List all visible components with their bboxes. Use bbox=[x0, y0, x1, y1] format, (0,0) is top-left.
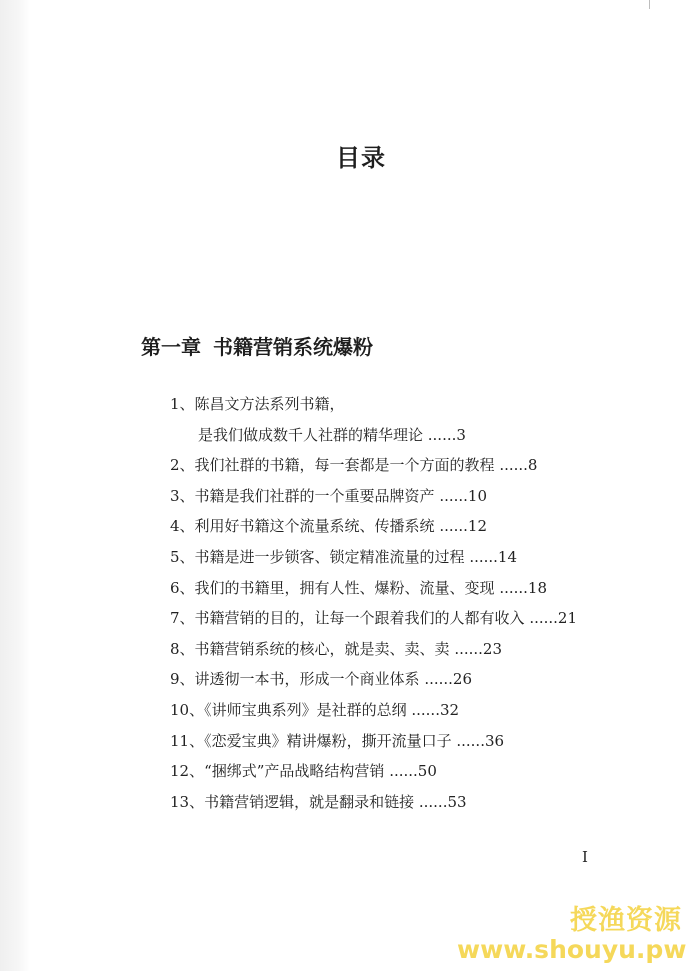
chapter-heading bbox=[141, 331, 373, 360]
toc-entry-1[interactable]: 1、陈昌文方法系列书籍， bbox=[170, 395, 345, 413]
toc-entry-10[interactable]: 10、《讲师宝典系列》是社群的总纲 ......32 bbox=[170, 700, 460, 719]
toc-entry-13[interactable]: 13、书籍营销逻辑，就是翻录和链接 ......53 bbox=[170, 792, 467, 811]
watermark-text: 授渔资源 bbox=[570, 905, 682, 936]
watermark-url: www.shouyu.pw bbox=[457, 935, 687, 964]
toc-entry-8[interactable]: 8、书籍营销系统的核心，就是卖、卖、卖 ......23 bbox=[170, 639, 503, 658]
page-title: 目录 bbox=[336, 143, 386, 172]
toc-entry-3[interactable]: 3、书籍是我们社群的一个重要品牌资产 ......10 bbox=[170, 486, 488, 505]
toc-entry-12[interactable]: 12、“捆绑式”产品战略结构营销 ......50 bbox=[170, 762, 437, 781]
toc-entry-7[interactable]: 7、书籍营销的目的，让每一个跟着我们的人都有收入 ......21 bbox=[170, 609, 578, 628]
toc-entry-5[interactable]: 5、书籍是进一步锁客、锁定精准流量的过程 ......14 bbox=[170, 547, 518, 566]
toc-entry-1-continued[interactable]: 是我们做成数千人社群的精华理论 ......3 bbox=[198, 425, 466, 444]
chapter-number: 第一章 bbox=[141, 335, 201, 359]
table-of-contents bbox=[170, 393, 577, 821]
scan-edge-mark bbox=[649, 0, 650, 9]
toc-entry-6[interactable]: 6、我们的书籍里，拥有人性、爆粉、流量、变现 ......18 bbox=[170, 578, 548, 597]
toc-entry-9[interactable]: 9、讲透彻一本书，形成一个商业体系 ......26 bbox=[170, 670, 473, 689]
toc-entry-2[interactable]: 2、我们社群的书籍，每一套都是一个方面的教程 ......8 bbox=[170, 456, 538, 475]
chapter-title: 书籍营销系统爆粉 bbox=[213, 335, 373, 359]
page-number: I bbox=[582, 848, 588, 866]
toc-entry-11[interactable]: 11、《恋爱宝典》精讲爆粉，撕开流量口子 ......36 bbox=[170, 731, 505, 750]
toc-entry-4[interactable]: 4、利用好书籍这个流量系统、传播系统 ......12 bbox=[170, 517, 488, 536]
